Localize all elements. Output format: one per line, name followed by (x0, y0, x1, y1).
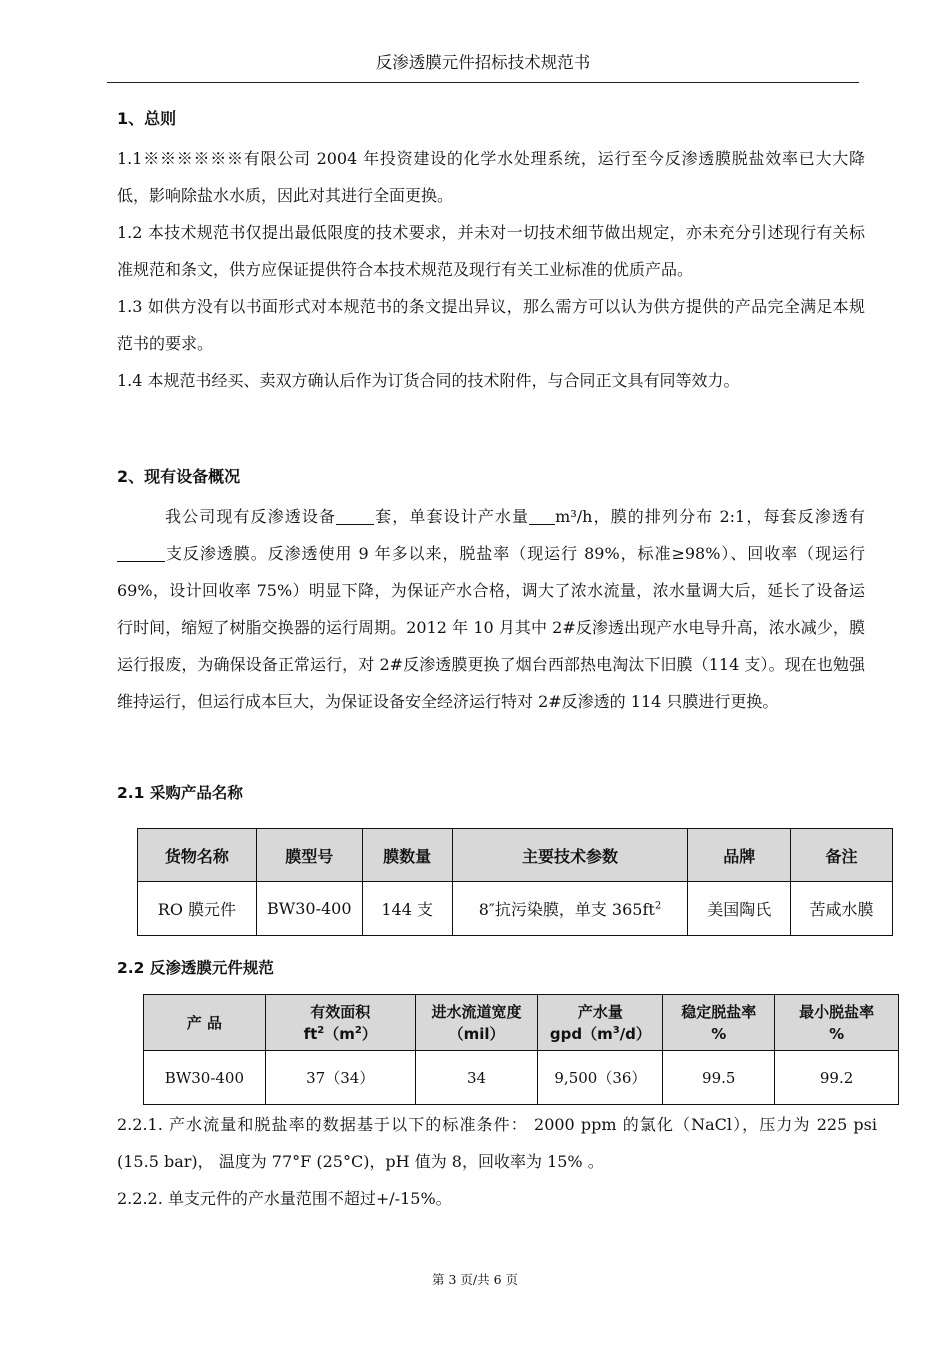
col-header-area (265, 995, 415, 1051)
cell-qty: 144 支 (362, 882, 452, 936)
table-row (144, 1051, 899, 1105)
stable-label: 稳定脱盐率 (681, 1002, 757, 1021)
section-2-paragraph (117, 498, 865, 720)
channel-label: 进水流道宽度 (431, 1002, 522, 1021)
table-header-row (144, 995, 899, 1051)
clause-1-3: 1.3 如供方没有以书面形式对本规范书的条文提出异议，那么需方可以认为供方提供的产品完全满足本规范书的要求。 (117, 297, 865, 353)
clause-1-4: 1.4 本规范书经买、卖双方确认后作为订货合同的技术附件，与合同正文具有同等效力。 (117, 371, 740, 390)
text-run: 套，单套设计产水量 (374, 507, 530, 526)
section-2 (117, 462, 865, 720)
col-header-brand: 品牌 (688, 829, 791, 882)
col-header-channel (415, 995, 538, 1051)
col-header-note: 备注 (791, 829, 893, 882)
page-number: 第 3 页/共 6 页 (431, 1272, 518, 1287)
page-header-title: 反渗透膜元件招标技术规范书 (375, 53, 591, 72)
cell-note: 苦咸水膜 (791, 882, 893, 936)
col-header-stable (663, 995, 775, 1051)
min-label: 最小脱盐率 (799, 1002, 875, 1021)
note-2-2-1: 2.2.1. 产水流量和脱盐率的数据基于以下的标准条件： 2000 ppm 的氯化（NaCl），压力为 225 psi (15.5 bar)， 温度为 77°F (25°C)，pH 值为 8，回收率为 15% 。 (117, 1115, 877, 1171)
col-header-model: 膜型号 (256, 829, 362, 882)
col-header-params: 主要技术参数 (452, 829, 688, 882)
cell-params (452, 882, 688, 936)
notes (117, 1106, 877, 1217)
sup: 2 (317, 1024, 325, 1036)
cell-brand: 美国陶氏 (688, 882, 791, 936)
area-unit: （m (324, 1024, 355, 1043)
text-run: m³/h，膜的排列分布 2:1，每套反渗透有 (555, 507, 865, 526)
flow-unit: /d） (619, 1024, 651, 1043)
section-1 (117, 104, 865, 399)
table-row (138, 882, 893, 936)
cell-product: BW30-400 (144, 1051, 266, 1105)
col-header-name: 货物名称 (138, 829, 257, 882)
area-unit: ） (361, 1024, 377, 1043)
param-text: 8″抗污染膜，单支 365ft (478, 900, 655, 919)
min-unit: % (829, 1024, 845, 1043)
procurement-table (137, 828, 893, 936)
cell-stable: 99.5 (663, 1051, 775, 1105)
col-header-min (775, 995, 899, 1051)
section-2-2-heading: 2.2 反渗透膜元件规范 (117, 959, 274, 977)
param-sup: 2 (654, 900, 662, 912)
spec-table (143, 994, 899, 1105)
text-run: 支反渗透膜。反渗透使用 9 年多以来，脱盐率（现运行 89%，标准≥98%）、回收率（现运行 69%，设计回收率 75%）明显下降，为保证产水合格，调大了浓水流量，浓水量调大后，延长了设备运行时间，缩短了树脂交换器的运行周期。2012 年 10 月其中 2#反渗透出现产水电导升高，浓水减少，膜运行报废，为确保设备正常运行，对 2#反渗透膜更换了烟台西部热电淘汰下旧膜（114 支）。现在也勉强维持运行，但运行成本巨大，为保证设备安全经济运行特对 2#反渗透的 114 只膜进行更换。 (117, 544, 865, 711)
flow-unit: gpd（m (549, 1024, 613, 1043)
channel-unit: （mil） (448, 1024, 505, 1043)
text-run: 我公司现有反渗透设备 (165, 507, 337, 526)
area-unit: ft (303, 1024, 318, 1043)
col-header-qty: 膜数量 (362, 829, 452, 882)
header-divider (107, 82, 859, 83)
cell-model: BW30-400 (256, 882, 362, 936)
clause-1-2: 1.2 本技术规范书仅提出最低限度的技术要求，并未对一切技术细节做出规定，亦未充分引述现行有关标准规范和条文，供方应保证提供符合本技术规范及现行有关工业标准的优质产品。 (117, 223, 865, 279)
cell-channel: 34 (415, 1051, 538, 1105)
section-2-heading: 2、现有设备概况 (117, 467, 241, 486)
blank-count (117, 544, 165, 562)
section-1-heading: 1、总则 (117, 109, 177, 128)
col-header-product: 产 品 (144, 995, 266, 1051)
blank-sets (336, 507, 374, 525)
col-header-flow (538, 995, 663, 1051)
area-label: 有效面积 (310, 1002, 371, 1021)
blank-flow (529, 507, 555, 525)
sup: 2 (354, 1024, 362, 1036)
cell-flow: 9,500（36） (538, 1051, 663, 1105)
stable-unit: % (711, 1024, 727, 1043)
sup: 3 (612, 1024, 620, 1036)
table-header-row (138, 829, 893, 882)
cell-min: 99.2 (775, 1051, 899, 1105)
note-2-2-2: 2.2.2. 单支元件的产水量范围不超过+/-15%。 (117, 1189, 452, 1208)
section-2-1-heading: 2.1 采购产品名称 (117, 784, 243, 802)
flow-label: 产水量 (577, 1002, 623, 1021)
clause-1-1: 1.1※※※※※※有限公司 2004 年投资建设的化学水处理系统，运行至今反渗透膜脱盐效率已大大降低，影响除盐水水质，因此对其进行全面更换。 (117, 149, 865, 205)
cell-name: RO 膜元件 (138, 882, 257, 936)
cell-area: 37（34） (265, 1051, 415, 1105)
